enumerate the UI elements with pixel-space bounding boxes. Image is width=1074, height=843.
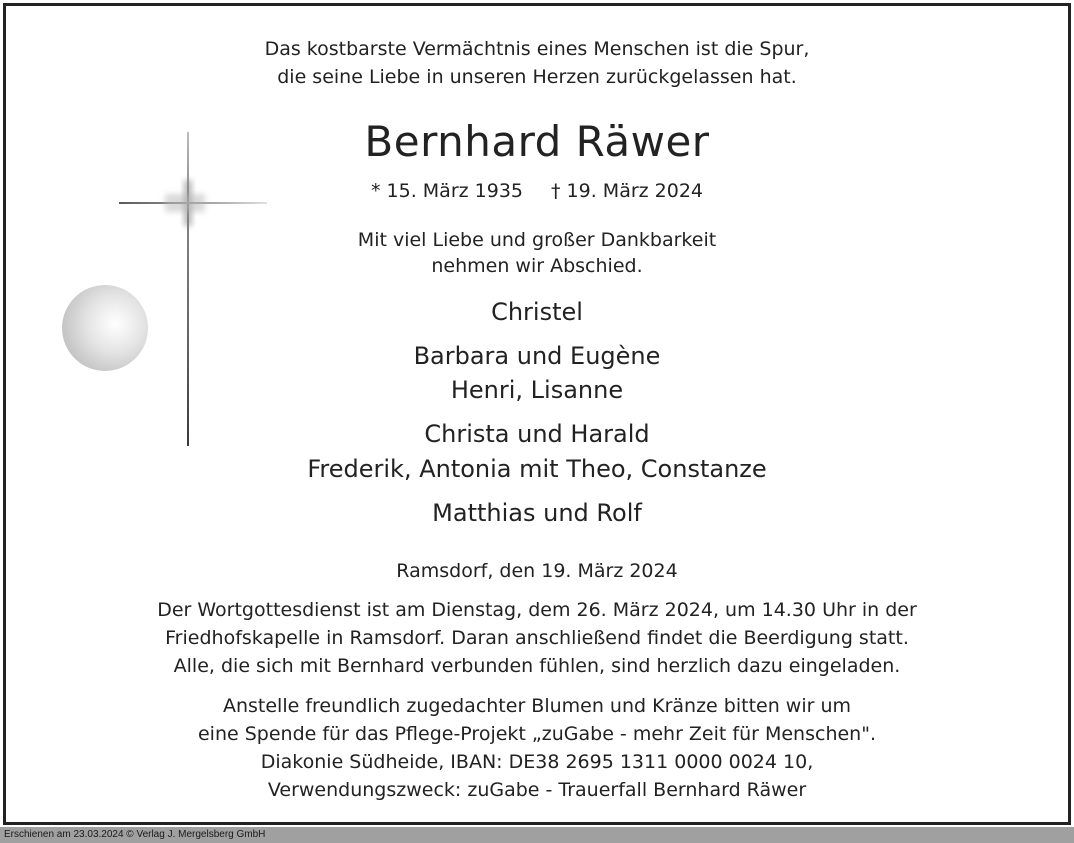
- donation-line-3: Diakonie Südheide, IBAN: DE38 2695 1311 0000 0024 10,: [260, 751, 814, 773]
- service-line-1: Der Wortgottesdienst ist am Dienstag, dem 26. März 2024, um 14.30 Uhr in der: [157, 599, 917, 621]
- donation-line-1: Anstelle freundlich zugedachter Blumen und Kränze bitten wir um: [222, 695, 852, 717]
- deceased-name: Bernhard Räwer: [364, 117, 710, 166]
- life-dates: [0, 180, 1074, 202]
- family-member: Christel: [491, 298, 583, 326]
- service-line-2: Friedhofskapelle in Ramsdorf. Daran anschließend findet die Beerdigung statt.: [165, 627, 909, 649]
- family-member: Frederik, Antonia mit Theo, Constanze: [307, 455, 767, 483]
- donation-line-2: eine Spende für das Pflege-Projekt „zuGabe - mehr Zeit für Menschen".: [197, 723, 876, 745]
- family-member: Barbara und Eugène: [413, 342, 661, 370]
- cross-and-sphere-graphic: [55, 128, 275, 458]
- death-date: † 19. März 2024: [551, 180, 704, 202]
- family-member: Christa und Harald: [424, 420, 650, 448]
- cross-icon: [55, 128, 275, 458]
- family-member: Matthias und Rolf: [432, 499, 642, 527]
- motto-line-1: Das kostbarste Vermächtnis eines Menschen ist die Spur,: [264, 38, 810, 60]
- birth-date: * 15. März 1935: [370, 180, 523, 202]
- family-member: Henri, Lisanne: [450, 376, 624, 404]
- farewell-line-2: nehmen wir Abschied.: [431, 255, 643, 277]
- publication-footer: Erschienen am 23.03.2024 © Verlag J. Mergelsberg GmbH: [0, 827, 1074, 843]
- motto-line-2: die seine Liebe in unseren Herzen zurückgelassen hat.: [277, 66, 797, 88]
- service-line-3: Alle, die sich mit Bernhard verbunden fühlen, sind herzlich dazu eingeladen.: [173, 655, 901, 677]
- place-and-date: Ramsdorf, den 19. März 2024: [396, 560, 678, 582]
- donation-line-4: Verwendungszweck: zuGabe - Trauerfall Bernhard Räwer: [267, 779, 807, 801]
- farewell-line-1: Mit viel Liebe und großer Dankbarkeit: [357, 229, 717, 251]
